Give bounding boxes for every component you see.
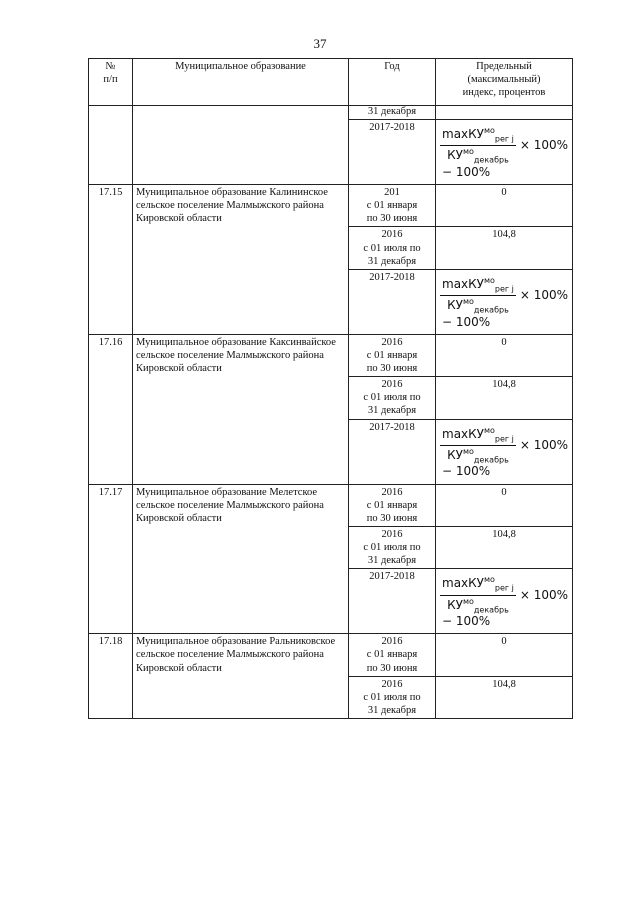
- row-period1: 2016 с 01 января по 30 июня: [349, 634, 436, 676]
- cont-year-tail: 31 декабря: [349, 106, 436, 120]
- fraction-numerator: maxКУ$^{мо}_{рег j}$: [440, 426, 516, 446]
- table-row: [89, 185, 573, 227]
- row-period2: 2016 с 01 июля по 31 декабря: [349, 227, 436, 269]
- cont-value-tail: [436, 106, 573, 120]
- table-header: [89, 59, 573, 106]
- row-period1: 201 с 01 января по 30 июня: [349, 185, 436, 227]
- formula-cell: [436, 269, 573, 334]
- header-index: Предельный (максимальный) индекс, процентов: [436, 59, 573, 106]
- formula-times: × 100%: [519, 587, 569, 602]
- fraction: [440, 126, 516, 166]
- index-table: [88, 58, 573, 719]
- fraction: [440, 426, 516, 466]
- row-period3: 2017-2018: [349, 569, 436, 634]
- row-municipality: Муниципальное образование Мелетское сельское поселение Малмыжского района Кировской области: [133, 484, 349, 634]
- row-period2: 2016 с 01 июля по 31 декабря: [349, 526, 436, 568]
- row-value1: 0: [436, 634, 573, 676]
- row-period3: 2017-2018: [349, 419, 436, 484]
- row-municipality: Муниципальное образование Каксинвайское сельское поселение Малмыжского района Кировской области: [133, 334, 349, 484]
- cont-name: [133, 106, 349, 185]
- row-value1: 0: [436, 484, 573, 526]
- table-row: [89, 634, 573, 676]
- formula-times: × 100%: [519, 138, 569, 153]
- row-value1: 0: [436, 334, 573, 376]
- row-number: 17.15: [89, 185, 133, 335]
- row-value1: 0: [436, 185, 573, 227]
- header-year: Год: [349, 59, 436, 106]
- page-number: 37: [313, 36, 327, 51]
- formula-times: × 100%: [519, 288, 569, 303]
- formula: [440, 126, 570, 166]
- row-value2: 104,8: [436, 377, 573, 419]
- formula: [440, 426, 570, 466]
- formula-minus: − 100%: [442, 464, 491, 479]
- fraction-numerator: maxКУ$^{мо}_{рег j}$: [440, 276, 516, 296]
- table-row: [89, 106, 573, 120]
- formula-cell: [436, 419, 573, 484]
- row-period1: 2016 с 01 января по 30 июня: [349, 334, 436, 376]
- fraction-denominator: $КУ^{мо}_{декабрь}$: [447, 446, 509, 465]
- row-number: 17.18: [89, 634, 133, 719]
- formula-times: × 100%: [519, 437, 569, 452]
- formula-minus: − 100%: [442, 614, 491, 629]
- formula-minus: − 100%: [442, 164, 491, 179]
- row-municipality: Муниципальное образование Калининское сельское поселение Малмыжского района Кировской области: [133, 185, 349, 335]
- formula-minus: − 100%: [442, 314, 491, 329]
- fraction-denominator: $КУ^{мо}_{декабрь}$: [447, 297, 509, 315]
- formula-cell: [436, 569, 573, 634]
- cont-num: [89, 106, 133, 185]
- table-row: [89, 484, 573, 526]
- row-number: 17.17: [89, 484, 133, 634]
- formula: [440, 276, 570, 316]
- fraction-numerator: maxКУ$^{мо}_{рег j}$: [440, 575, 516, 595]
- row-period3: 2017-2018: [349, 269, 436, 334]
- row-number: 17.16: [89, 334, 133, 484]
- row-value2: 104,8: [436, 227, 573, 269]
- row-municipality: Муниципальное образование Ральниковское сельское поселение Малмыжского района Кировской области: [133, 634, 349, 719]
- header-num: № п/п: [89, 59, 133, 106]
- fraction: [440, 276, 516, 316]
- header-municipality: Муниципальное образование: [133, 59, 349, 106]
- fraction-denominator: $КУ^{мо}_{декабрь}$: [447, 147, 509, 165]
- fraction-numerator: maxКУ$^{мо}_{рег j}$: [440, 126, 516, 146]
- cont-year-2017: 2017-2018: [349, 120, 436, 185]
- fraction: [440, 575, 516, 615]
- formula-cell: [436, 120, 573, 185]
- row-value2: 104,8: [436, 526, 573, 568]
- row-period2: 2016 с 01 июля по 31 декабря: [349, 377, 436, 419]
- formula: [440, 575, 570, 615]
- table-row: [89, 334, 573, 376]
- row-period1: 2016 с 01 января по 30 июня: [349, 484, 436, 526]
- fraction-denominator: $КУ^{мо}_{декабрь}$: [447, 596, 509, 615]
- row-period2: 2016 с 01 июля по 31 декабря: [349, 676, 436, 718]
- row-value2: 104,8: [436, 676, 573, 718]
